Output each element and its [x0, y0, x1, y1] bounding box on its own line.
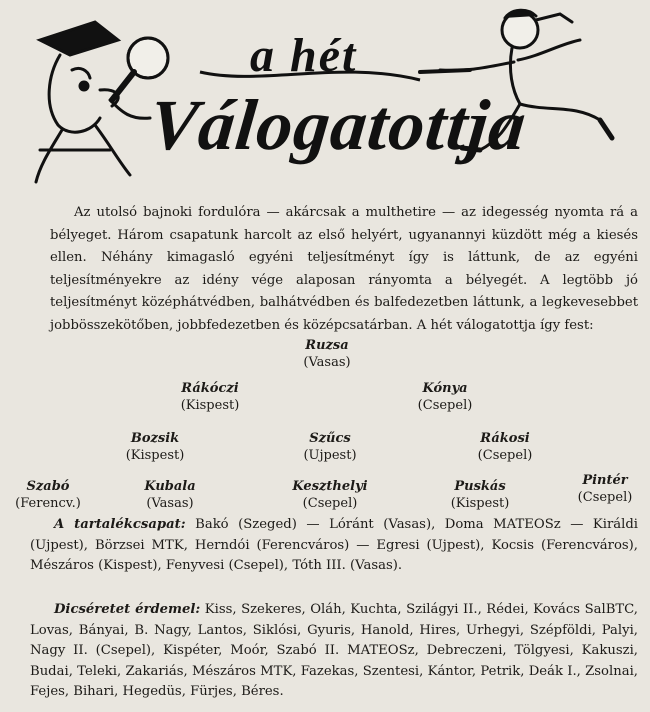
player-name: Bozsik	[130, 431, 180, 446]
player-club: (Kispest)	[125, 448, 185, 463]
praise-paragraph	[30, 600, 638, 703]
player-club: (Csepel)	[417, 398, 473, 413]
player-club: (Kispest)	[450, 496, 510, 511]
player-name: Pintér	[582, 473, 628, 488]
player-name: Kónya	[422, 381, 468, 396]
player-left-half	[450, 430, 560, 464]
player-name: Keszthelyi	[292, 479, 368, 494]
player-goalkeeper	[277, 337, 377, 371]
player-name: Ruzsa	[305, 338, 349, 353]
player-inside-right	[118, 478, 222, 512]
player-club: (Ujpest)	[303, 448, 357, 463]
player-outside-left	[560, 472, 650, 506]
player-name: Puskás	[454, 479, 506, 494]
reserve-text: Bakó (Szeged) — Lóránt (Vasas), Doma MATEOSz — Királdi (Ujpest), Börzsei MTK, Herndói (Ferencváros) — Egresi (Ujpest), Kocsis (Ferencváros), Mészáros (Kispest), Fenyvesi (Csepel), Tóth III. (Vasas).	[30, 517, 638, 573]
player-club: (Kispest)	[180, 398, 240, 413]
player-right-back	[155, 380, 265, 414]
player-name: Rákosi	[480, 431, 530, 446]
player-club: (Csepel)	[302, 496, 358, 511]
player-name: Rákóczi	[181, 381, 239, 396]
player-centre-forward	[272, 478, 388, 512]
player-club: (Ferencv.)	[15, 496, 81, 511]
player-name: Szabó	[26, 479, 70, 494]
player-club: (Csepel)	[477, 448, 533, 463]
header-title-small: a hét	[250, 29, 358, 82]
praise-label: Dicséretet érdemel:	[54, 602, 201, 617]
player-name: Szűcs	[309, 431, 351, 446]
player-club: (Vasas)	[303, 355, 351, 370]
reserve-team-paragraph	[30, 515, 638, 577]
player-right-half	[100, 430, 210, 464]
player-centre-half	[275, 430, 385, 464]
header-title-large: Válogatottja	[145, 85, 531, 165]
player-club: (Csepel)	[577, 490, 633, 505]
praise-text: Kiss, Szekeres, Oláh, Kuchta, Szilágyi II., Rédei, Kovács SalBTC, Lovas, Bányai, B. Nagy, Lantos, Siklósi, Gyuris, Hanold, Hires, Urhegyi, Szépföldi, Palyi, Nagy II. (Csepel), Kispéter, Moór, Szabó II. MATEOSz, Debreczeni, Tölgyesi, Kakuszi, Budai, Teleki, Zakariás, Mészáros MTK, Fazekas, Szentesi, Kántor, Petrik, Deák I., Zsolnai, Fejes, Bihari, Hegedüs, Fürjes, Béres.	[30, 602, 638, 699]
reserve-label: A tartalékcsapat:	[54, 517, 186, 532]
player-outside-right	[0, 478, 96, 512]
player-inside-left	[425, 478, 535, 512]
player-club: (Vasas)	[146, 496, 194, 511]
intro-paragraph: Az utolsó bajnoki fordulóra — akárcsak a multhetire — az idegesség nyomta rá a bélyeget. Három csapatunk harcolt az első helyért, ugyanannyi küzdött még a kiesés ellen. Néhány kimagasló egyéni teljesítményt így is láttunk, de az egyéni teljesítményekre az idény vége alaposan rányomta a bélyegét. A legtöbb jó teljesítményt középhátvédben, balhátvédben és balfedezetben láttunk, a legkevesebbet jobbösszekötőben, jobbfedezetben és középcsatárban. A hét válogatottja így fest:	[50, 205, 638, 333]
player-name: Kubala	[144, 479, 196, 494]
header-banner	[0, 0, 650, 190]
player-left-back	[390, 380, 500, 414]
